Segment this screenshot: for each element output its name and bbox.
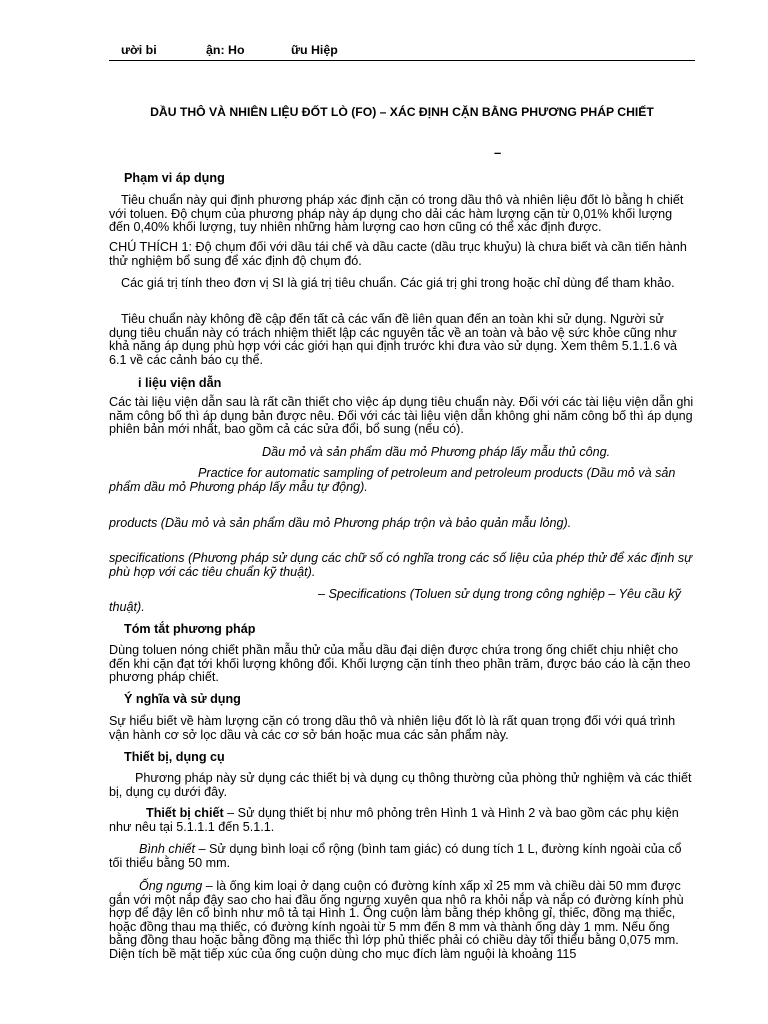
header-fragment-3: ữu Hiệp xyxy=(291,43,338,57)
section-heading-significance: Ý nghĩa và sử dụng xyxy=(124,692,241,706)
section-heading-equipment: Thiết bị, dụng cụ xyxy=(124,750,225,764)
reference-item-5-continued: thuật). xyxy=(109,600,145,614)
scope-paragraph-1: Tiêu chuẩn này qui định phương pháp xác định cặn có trong dầu thô và nhiên liệu đốt lò bằng h chiết với toluen. Độ chụm của phương pháp này áp dụng cho dải các hàm lượng cặn từ 0,01% khối lượng đến 0,40% khối lượng, tuy nhiên những hàm lượng cao hơn cũng có thể xác định được. xyxy=(109,193,684,235)
extractor-paragraph xyxy=(109,807,695,834)
references-paragraph: Các tài liệu viện dẫn sau là rất cần thiết cho việc áp dụng tiêu chuẩn này. Đối với các tài liệu viện dẫn ghi năm công bố thì áp dụng bản được nêu. Đối với các tài liệu viện dẫn không ghi năm công bố thì áp dụng phiên bản mới nhất, bao gồm cả các sửa đổi, bổ sung (nếu có). xyxy=(109,395,694,437)
header-rule xyxy=(109,60,695,61)
header-fragment-1: ười bi xyxy=(121,43,157,57)
section-heading-scope: Phạm vi áp dụng xyxy=(124,171,225,185)
section-heading-references: i liệu viện dẫn xyxy=(138,376,222,390)
reference-item-4: specifications (Phương pháp sử dụng các chữ số có nghĩa trong các số liệu của phép thử để xác định sự phù hợp với các tiêu chuẩn kỹ thuật). xyxy=(109,551,693,579)
summary-paragraph: Dùng toluen nóng chiết phần mẫu thử của mẫu dầu đại diện được chứa trong ống chiết chịu nhiệt cho đến khi cặn đạt tới khối lượng không đổi. Khối lượng cặn tính theo phần trăm, được báo cáo là cặn theo phương pháp chiết. xyxy=(109,643,691,685)
flask-paragraph xyxy=(109,843,695,870)
significance-paragraph: Sự hiểu biết về hàm lượng cặn có trong dầu thô và nhiên liệu đốt lò là rất quan trọng đối với quá trình vận hành cơ sở lọc dầu và các cơ sở bán hoặc mua các sản phẩm này. xyxy=(109,714,676,742)
extractor-description: – Sử dụng thiết bị như mô phỏng trên Hình 1 và Hình 2 và bao gồm các phụ kiện như nêu tại 5.1.1.1 đến 5.1.1. xyxy=(109,806,679,834)
condenser-description: – là ống kim loại ở dạng cuộn có đường kính xấp xỉ 25 mm và chiều dài 50 mm được gắn với một nắp đậy sao cho hai đầu ống ngưng xuyên qua nhô ra khỏi nắp và nắp có đường kính phù hợp để đậy lên cổ bình như mô tả tại Hình 1. Ống cuộn làm bằng thép không gỉ, thiếc, đồng mạ thiếc, hoặc đồng thau mạ thiếc, có đường kính ngoài từ 5 mm đến 8 mm và thành ống dày 1 mm. Nếu ống bằng đồng thau hoặc bằng đồng mạ thiếc thì lớp phủ thiếc phải có chiều dày tối thiểu bằng 0,075 mm. Diện tích bề mặt tiếp xúc của ống cuộn dùng cho mục đích làm nguội là khoảng 115 xyxy=(109,879,684,961)
condenser-term: Ống ngưng xyxy=(139,879,203,893)
scope-paragraph-3: Tiêu chuẩn này không đề cập đến tất cả các vấn đề liên quan đến an toàn khi sử dụng. Người sử dụng tiêu chuẩn này có trách nhiệm thiết lập các nguyên tắc về an toàn và bảo vệ sức khỏe cũng như khả năng áp dụng phù hợp với các giới hạn qui định trước khi đưa vào sử dụng. Xem thêm 5.1.1.6 và 6.1 về các cảnh báo cụ thể. xyxy=(109,312,678,367)
section-heading-summary: Tóm tắt phương pháp xyxy=(124,622,256,636)
reference-item-1: Dầu mỏ và sản phẩm dầu mỏ Phương pháp lấy mẫu thủ công. xyxy=(262,445,611,459)
flask-term: Bình chiết xyxy=(139,842,196,856)
reference-item-5: – Specifications (Toluen sử dụng trong công nghiệp – Yêu cầu kỹ xyxy=(318,587,681,601)
flask-description: – Sử dụng bình loại cổ rộng (bình tam giác) có dung tích 1 L, đường kính ngoài của cổ tối thiểu bằng 50 mm. xyxy=(109,842,682,870)
condenser-paragraph xyxy=(109,880,695,962)
scope-note: CHÚ THÍCH 1: Độ chụm đối với dầu tái chế và dầu cacte (dầu trục khuỷu) là chưa biết và cần tiến hành thử nghiệm bổ sung để xác định độ chụm đó. xyxy=(109,240,687,268)
title-dash: – xyxy=(494,145,502,160)
extractor-term: Thiết bị chiết xyxy=(146,806,224,820)
header-fragment-2: ận: Ho xyxy=(206,43,245,57)
scope-paragraph-2: Các giá trị tính theo đơn vị SI là giá trị tiêu chuẩn. Các giá trị ghi trong hoặc chỉ dùng để tham khảo. xyxy=(121,276,675,290)
document-title: DẦU THÔ VÀ NHIÊN LIỆU ĐỐT LÒ (FO) – XÁC ĐỊNH CẶN BẰNG PHƯƠNG PHÁP CHIẾT xyxy=(150,105,654,119)
reference-item-3: products (Dầu mỏ và sản phẩm dầu mỏ Phương pháp trộn và bảo quản mẫu lỏng). xyxy=(109,516,572,530)
reference-item-2: Practice for automatic sampling of petroleum and petroleum products (Dầu mỏ và sản phẩm dầu mỏ Phương pháp lấy mẫu tự động). xyxy=(109,466,676,494)
equipment-paragraph: Phương pháp này sử dụng các thiết bị và dụng cụ thông thường của phòng thử nghiệm và các thiết bị, dụng cụ dưới đây. xyxy=(109,771,692,799)
